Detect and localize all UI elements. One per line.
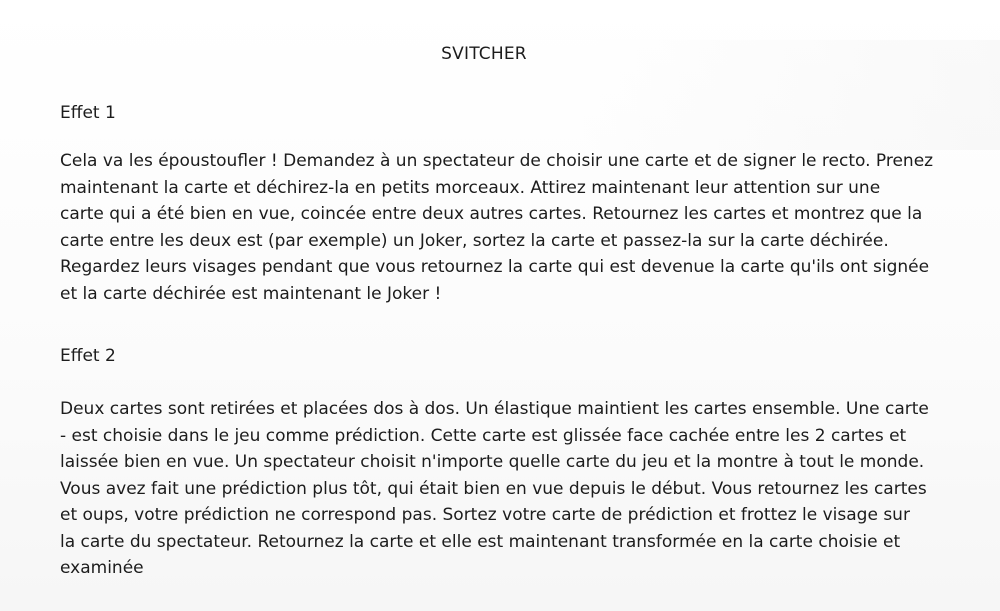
section-heading-effet-2: Effet 2 <box>60 346 116 366</box>
text-line: et la carte déchirée est maintenant le Joker ! <box>60 283 442 304</box>
text-line: et oups, votre prédiction ne correspond pas. Sortez votre carte de prédiction et frottez le visage sur <box>60 505 910 525</box>
text-line: Deux cartes sont retirées et placées dos à dos. Un élastique maintient les cartes ensemble. Une carte <box>60 399 929 419</box>
text-line: Vous avez fait une prédiction plus tôt, qui était bien en vue depuis le début. Vous retournez les cartes <box>60 478 927 499</box>
text-line: la carte du spectateur. Retournez la carte et elle est maintenant transformée en la carte choisie et <box>60 531 901 552</box>
section-heading-effet-1: Effet 1 <box>60 103 116 123</box>
text-line: maintenant la carte et déchirez-la en petits morceaux. Attirez maintenant leur attention sur une <box>60 177 881 198</box>
section-body-effet-1 <box>60 148 980 307</box>
text-line: laissée bien en vue. Un spectateur choisit n'importe quelle carte du jeu et la montre à tout le monde. <box>60 452 925 472</box>
text-line: Regardez leurs visages pendant que vous retournez la carte qui est devenue la carte qu'ils ont signée <box>60 257 930 277</box>
text-line: examinée <box>60 558 144 578</box>
text-line: carte qui a été bien en vue, coincée entre deux autres cartes. Retournez les cartes et montrez que la <box>60 204 923 224</box>
text-line: Cela va les époustoufler ! Demandez à un spectateur de choisir une carte et de signer le recto. Prenez <box>60 151 934 171</box>
section-body-effet-2 <box>60 396 980 582</box>
document-title: SVITCHER <box>441 44 527 64</box>
text-line: carte entre les deux est (par exemple) un Joker, sortez la carte et passez-la sur la carte déchirée. <box>60 230 889 251</box>
text-line: - est choisie dans le jeu comme prédiction. Cette carte est glissée face cachée entre les 2 cartes et <box>60 425 907 446</box>
